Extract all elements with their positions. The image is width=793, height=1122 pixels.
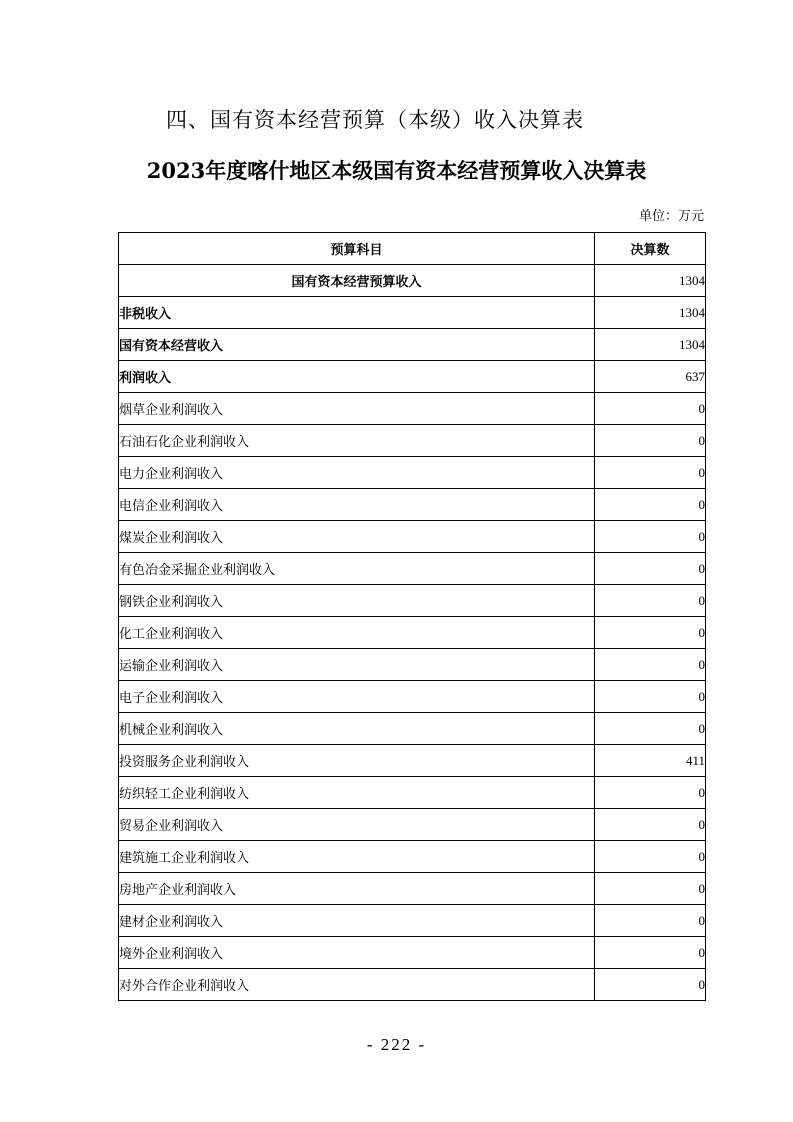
budget-item-name: 运输企业利润收入 [119, 649, 595, 681]
budget-table [118, 232, 706, 1001]
budget-item-name: 投资服务企业利润收入 [119, 745, 595, 777]
budget-item-name: 利润收入 [119, 361, 595, 393]
table-row [119, 361, 706, 393]
budget-item-name: 国有资本经营预算收入 [119, 265, 595, 297]
table-row [119, 329, 706, 361]
section-title: 四、国有资本经营预算（本级）收入决算表 [166, 108, 584, 132]
final-amount: 0 [595, 425, 706, 457]
budget-item-name: 境外企业利润收入 [119, 937, 595, 969]
table-row [119, 553, 706, 585]
final-amount: 0 [595, 841, 706, 873]
final-amount: 0 [595, 617, 706, 649]
table-row [119, 617, 706, 649]
final-amount: 0 [595, 649, 706, 681]
budget-item-name: 有色冶金采掘企业利润收入 [119, 553, 595, 585]
table-header-row [119, 233, 706, 265]
table-row [119, 521, 706, 553]
table-row [119, 265, 706, 297]
final-amount: 0 [595, 521, 706, 553]
table-row [119, 297, 706, 329]
table-row [119, 425, 706, 457]
budget-item-name: 煤炭企业利润收入 [119, 521, 595, 553]
final-amount: 637 [595, 361, 706, 393]
final-amount: 411 [595, 745, 706, 777]
table-row [119, 713, 706, 745]
budget-item-name: 房地产企业利润收入 [119, 873, 595, 905]
budget-item-name: 化工企业利润收入 [119, 617, 595, 649]
budget-item-name: 国有资本经营收入 [119, 329, 595, 361]
budget-item-name: 建材企业利润收入 [119, 905, 595, 937]
table-row [119, 585, 706, 617]
table-row [119, 937, 706, 969]
table-row [119, 681, 706, 713]
table-row [119, 649, 706, 681]
final-amount: 0 [595, 489, 706, 521]
final-amount: 0 [595, 553, 706, 585]
final-amount: 0 [595, 713, 706, 745]
final-amount: 0 [595, 937, 706, 969]
page-title: 2023年度喀什地区本级国有资本经营预算收入决算表 [146, 158, 647, 183]
table-row [119, 777, 706, 809]
budget-item-name: 贸易企业利润收入 [119, 809, 595, 841]
header-budget-item: 预算科目 [119, 233, 595, 265]
budget-item-name: 烟草企业利润收入 [119, 393, 595, 425]
final-amount: 0 [595, 585, 706, 617]
final-amount: 1304 [595, 297, 706, 329]
table-row [119, 905, 706, 937]
final-amount: 0 [595, 905, 706, 937]
budget-item-name: 电力企业利润收入 [119, 457, 595, 489]
final-amount: 0 [595, 873, 706, 905]
unit-label: 单位：万元 [638, 209, 704, 224]
final-amount: 0 [595, 681, 706, 713]
header-final-amount: 决算数 [595, 233, 706, 265]
table-row [119, 489, 706, 521]
budget-item-name: 钢铁企业利润收入 [119, 585, 595, 617]
budget-item-name: 对外合作企业利润收入 [119, 969, 595, 1001]
final-amount: 0 [595, 777, 706, 809]
final-amount: 0 [595, 969, 706, 1001]
final-amount: 0 [595, 393, 706, 425]
table-body [119, 265, 706, 1001]
table-row [119, 457, 706, 489]
final-amount: 0 [595, 457, 706, 489]
budget-item-name: 纺织轻工企业利润收入 [119, 777, 595, 809]
table-row [119, 873, 706, 905]
table-row [119, 969, 706, 1001]
budget-item-name: 非税收入 [119, 297, 595, 329]
final-amount: 0 [595, 809, 706, 841]
table-row [119, 841, 706, 873]
table-row [119, 393, 706, 425]
budget-item-name: 机械企业利润收入 [119, 713, 595, 745]
budget-item-name: 电子企业利润收入 [119, 681, 595, 713]
table-row [119, 745, 706, 777]
final-amount: 1304 [595, 265, 706, 297]
table-row [119, 809, 706, 841]
page-number: - 222 - [366, 1035, 427, 1054]
final-amount: 1304 [595, 329, 706, 361]
budget-item-name: 电信企业利润收入 [119, 489, 595, 521]
budget-item-name: 建筑施工企业利润收入 [119, 841, 595, 873]
budget-item-name: 石油石化企业利润收入 [119, 425, 595, 457]
